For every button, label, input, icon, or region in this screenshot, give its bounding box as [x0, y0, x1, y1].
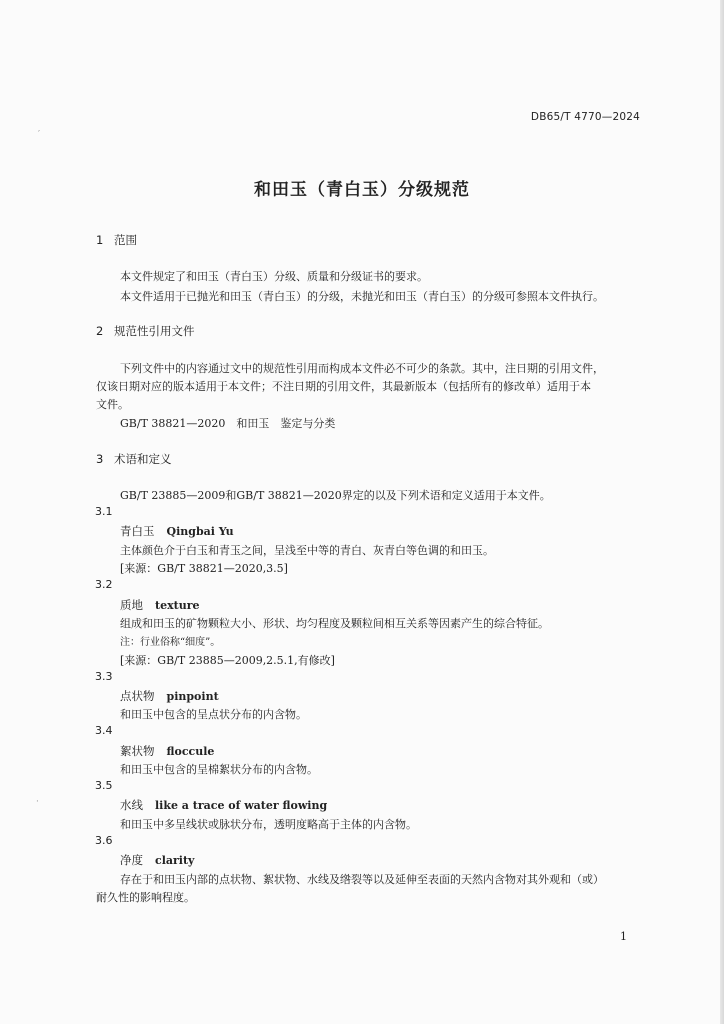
section-title: 术语和定义	[114, 452, 172, 466]
term-definition-line: 存在于和田玉内部的点状物、絮状物、水线及绺裂等以及延伸至表面的天然内含物对其外观和（或）	[120, 873, 604, 886]
term-heading	[120, 523, 234, 539]
document-title: 和田玉（青白玉）分级规范	[254, 180, 470, 200]
term-cn: 点状物	[120, 689, 155, 703]
term-source: [来源：GB/T 23885—2009,2.5.1,有修改]	[120, 654, 335, 667]
term-en: like a trace of water flowing	[155, 799, 328, 812]
term-heading	[120, 597, 200, 613]
term-heading	[120, 852, 194, 868]
section-title: 范围	[114, 233, 137, 247]
term-definition: 主体颜色介于白玉和青玉之间，呈浅至中等的青白、灰青白等色调的和田玉。	[120, 544, 494, 557]
term-cn: 青白玉	[120, 524, 155, 538]
term-definition: 和田玉中包含的呈点状分布的内含物。	[120, 708, 307, 721]
term-note: 注：行业俗称“细度”。	[120, 637, 221, 648]
term-cn: 絮状物	[120, 744, 155, 758]
term-en: pinpoint	[166, 690, 219, 703]
term-definition: 组成和田玉的矿物颗粒大小、形状、均匀程度及颗粒间相互关系等因素产生的综合特征。	[120, 617, 549, 630]
section-number: 3	[96, 452, 104, 466]
section-1-heading	[96, 232, 137, 248]
scan-speck: ′	[38, 130, 41, 140]
term-heading	[120, 797, 327, 813]
term-number: 3.3	[95, 670, 113, 683]
section-3-heading	[96, 451, 172, 467]
standard-code: DB65/T 4770—2024	[530, 111, 640, 123]
term-en: clarity	[155, 854, 195, 867]
normative-reference: GB/T 38821—2020 和田玉 鉴定与分类	[120, 417, 336, 430]
term-en: floccule	[166, 745, 215, 758]
paragraph-line: 文件。	[96, 398, 129, 411]
paragraph: 本文件适用于已抛光和田玉（青白玉）的分级，未抛光和田玉（青白玉）的分级可参照本文件执行。	[120, 290, 604, 303]
term-cn: 水线	[120, 798, 143, 812]
paragraph-line: 下列文件中的内容通过文中的规范性引用而构成本文件必不可少的条款。其中，注日期的引用文件，	[120, 362, 604, 375]
term-number: 3.2	[95, 578, 113, 591]
term-cn: 净度	[120, 853, 143, 867]
term-number: 3.4	[95, 724, 113, 737]
term-en: texture	[155, 599, 200, 612]
term-heading	[120, 688, 219, 704]
term-number: 3.5	[95, 779, 113, 792]
term-en: Qingbai Yu	[166, 525, 234, 538]
paragraph-line: 仅该日期对应的版本适用于本文件；不注日期的引用文件，其最新版本（包括所有的修改单）适用于本	[96, 380, 591, 393]
section-number: 1	[96, 233, 104, 247]
section-2-heading	[96, 323, 195, 339]
term-definition: 和田玉中包含的呈棉絮状分布的内含物。	[120, 763, 318, 776]
section-number: 2	[96, 324, 104, 338]
term-number: 3.6	[95, 834, 113, 847]
section-title: 规范性引用文件	[114, 324, 195, 338]
term-source: [来源：GB/T 38821—2020,3.5]	[120, 562, 288, 575]
paragraph: 本文件规定了和田玉（青白玉）分级、质量和分级证书的要求。	[120, 270, 428, 283]
term-number: 3.1	[95, 505, 113, 518]
term-heading	[120, 743, 214, 759]
page-number: 1	[620, 930, 627, 943]
term-definition-line: 耐久性的影响程度。	[96, 891, 195, 904]
term-cn: 质地	[120, 598, 143, 612]
scan-speck: ·	[36, 797, 39, 807]
paragraph: GB/T 23885—2009和GB/T 38821—2020界定的以及下列术语和定义适用于本文件。	[120, 489, 551, 502]
term-definition: 和田玉中多呈线状或脉状分布，透明度略高于主体的内含物。	[120, 818, 417, 831]
